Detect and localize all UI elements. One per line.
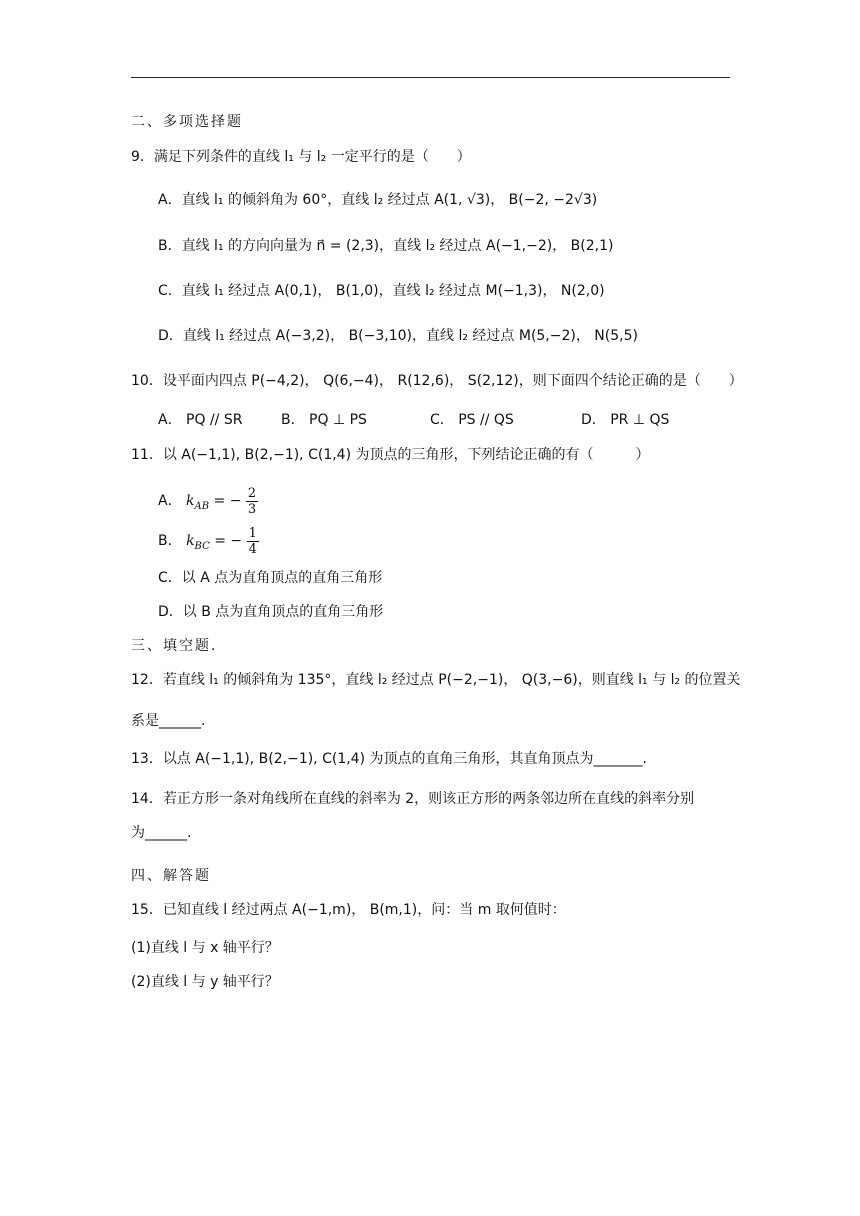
option-label: A． — [158, 493, 182, 509]
fraction-denominator: 3 — [247, 501, 257, 517]
section-heading-fill-in: 三、填空题. — [131, 638, 218, 654]
slope-subscript: AB — [194, 500, 210, 512]
question-10-option-a: A． PQ // SR — [158, 412, 243, 428]
question-10-option-b: B． PQ ⊥ PS — [281, 412, 367, 428]
question-15-stem: 15．已知直线 l 经过两点 A(−1,m)， B(m,1)，问：当 m 取何值时： — [131, 902, 566, 918]
slope-subscript: BC — [194, 540, 210, 552]
question-11-option-a — [158, 484, 258, 518]
question-12-line2: 系是______. — [131, 713, 206, 729]
question-14-line2: 为______. — [131, 825, 192, 841]
question-11-option-d: D．以 B 点为直角顶点的直角三角形 — [158, 604, 384, 620]
question-9-stem: 9．满足下列条件的直线 l₁ 与 l₂ 一定平行的是（ ） — [131, 149, 471, 165]
question-13: 13．以点 A(−1,1), B(2,−1), C(1,4) 为顶点的直角三角形，其直角顶点为_______. — [131, 751, 647, 767]
question-11-option-b — [158, 524, 259, 558]
equals-minus: = − — [213, 493, 242, 509]
slope-symbol: k — [186, 533, 195, 549]
equals-minus: = − — [214, 533, 243, 549]
question-14-line1: 14．若正方形一条对角线所在直线的斜率为 2，则该正方形的两条邻边所在直线的斜率分别 — [131, 791, 695, 807]
question-10-option-d: D． PR ⊥ QS — [581, 412, 670, 428]
question-9-option-c: C．直线 l₁ 经过点 A(0,1)， B(1,0)，直线 l₂ 经过点 M(−1,3)， N(2,0) — [158, 283, 605, 299]
fraction — [247, 526, 259, 557]
question-9-option-b: B．直线 l₁ 的方向向量为 n⃗ = (2,3)，直线 l₂ 经过点 A(−1,−2)， B(2,1) — [158, 238, 614, 254]
question-11-option-c: C．以 A 点为直角顶点的直角三角形 — [158, 570, 383, 586]
section-heading-solve: 四、解答题 — [131, 868, 211, 884]
fraction — [246, 486, 258, 517]
question-15-part-2: (2)直线 l 与 y 轴平行？ — [131, 974, 279, 990]
header-rule — [131, 77, 730, 78]
fraction-denominator: 4 — [248, 541, 257, 557]
question-9-option-d: D．直线 l₁ 经过点 A(−3,2)， B(−3,10)，直线 l₂ 经过点 M(5,−2)， N(5,5) — [158, 328, 638, 344]
question-10-option-c: C． PS // QS — [430, 412, 514, 428]
question-11-stem: 11．以 A(−1,1), B(2,−1), C(1,4) 为顶点的三角形，下列结论正确的有（ ） — [131, 447, 650, 463]
question-15-part-1: (1)直线 l 与 x 轴平行？ — [131, 940, 279, 956]
fraction-numerator: 1 — [248, 525, 257, 541]
slope-symbol: k — [186, 493, 195, 509]
option-label: B． — [158, 533, 182, 549]
fraction-numerator: 2 — [247, 485, 257, 501]
section-heading-multiple-choice: 二、多项选择题 — [131, 114, 243, 130]
question-10-stem: 10．设平面内四点 P(−4,2)， Q(6,−4)， R(12,6)， S(2,12)，则下面四个结论正确的是（ ） — [131, 373, 743, 389]
question-9-option-a: A．直线 l₁ 的倾斜角为 60°，直线 l₂ 经过点 A(1, √3)， B(−2, −2√3) — [158, 192, 598, 208]
question-12-line1: 12．若直线 l₁ 的倾斜角为 135°，直线 l₂ 经过点 P(−2,−1)， Q(3,−6)，则直线 l₁ 与 l₂ 的位置关 — [131, 672, 741, 688]
